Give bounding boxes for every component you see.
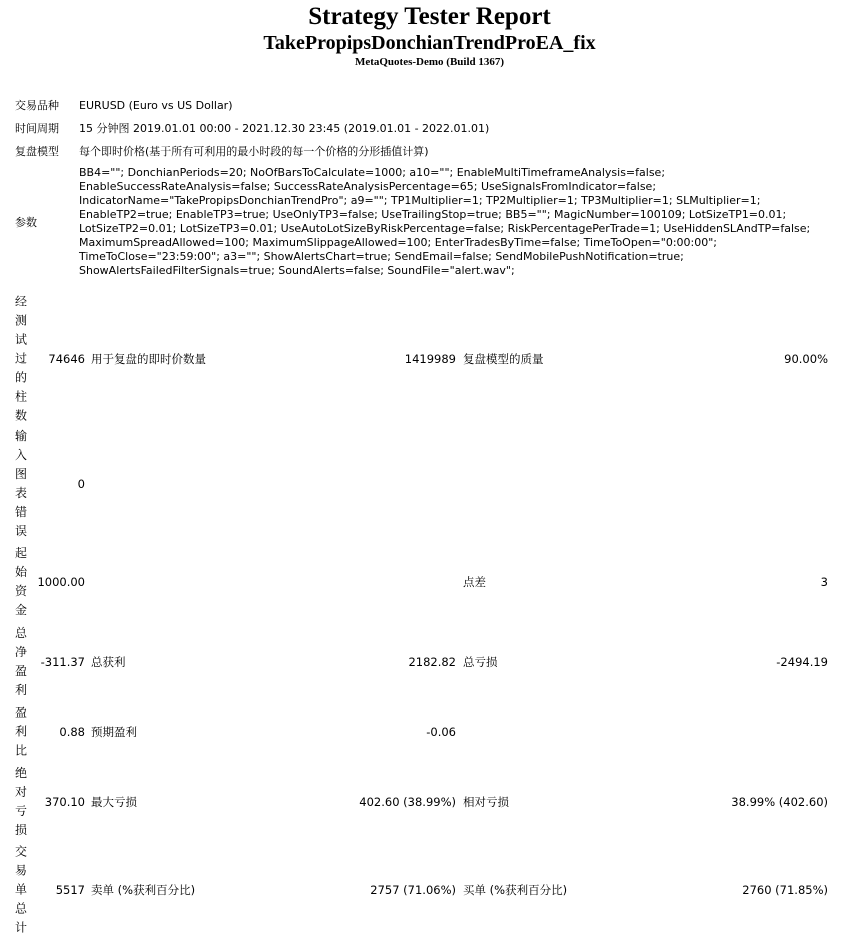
stats-row — [0, 842, 859, 938]
stat-value: -311.37 — [40, 655, 85, 669]
params-label: 参数 — [15, 215, 37, 229]
stat-label: 绝对亏损 — [15, 766, 28, 837]
stat-value3: -2494.19 — [776, 655, 828, 669]
stat-value: 370.10 — [44, 795, 85, 809]
stat-label: 盈利比 — [15, 705, 28, 758]
stat-label2: 卖单 (%获利百分比) — [91, 883, 196, 897]
stat-value2: 2182.82 — [408, 655, 456, 669]
stats-row — [0, 292, 859, 426]
model-label: 复盘模型 — [15, 145, 59, 158]
stat-value3: 3 — [820, 575, 828, 589]
stat-label: 交易单总计 — [15, 844, 28, 935]
params-row — [12, 163, 832, 281]
symbol-label: 交易品种 — [15, 99, 59, 112]
stat-value2: -0.06 — [426, 725, 456, 739]
params-line: MaximumSpreadAllowed=100; MaximumSlippageAllowed=100; EnterTradesByTime=false; TimeToOpen="0:00:00"; — [79, 236, 718, 249]
stat-value: 0.88 — [59, 725, 85, 739]
report-table — [12, 94, 832, 281]
stat-value: 74646 — [48, 352, 85, 366]
stat-label3: 复盘模型的质量 — [463, 352, 544, 366]
params-line: TimeToClose="23:59:00"; a3=""; ShowAlertsChart=true; SendEmail=false; SendMobilePushNotification=true; — [79, 250, 684, 263]
stat-label2: 总获利 — [91, 655, 126, 669]
stats-row — [0, 426, 859, 542]
stat-label: 总净盈利 — [15, 626, 28, 697]
params-line: LotSizeTP2=0.01; LotSizeTP3=0.01; UseAutoLotSizeByRiskPercentage=false; RiskPercentagePerTrade=1; UseHiddenSLAndTP=false; — [79, 222, 811, 235]
stat-value: 1000.00 — [37, 575, 85, 589]
stat-label3: 相对亏损 — [463, 795, 509, 809]
stat-label: 起始资金 — [15, 546, 28, 617]
report-title: Strategy Tester Report — [308, 3, 551, 30]
stat-value: 0 — [77, 477, 85, 491]
stats-row — [0, 762, 859, 842]
expert-name: TakePropipsDonchianTrendProEA_fix — [263, 32, 596, 54]
stat-value3: 90.00% — [784, 352, 828, 366]
stat-label: 经测试过的柱数 — [15, 294, 28, 423]
period-label: 时间周期 — [15, 122, 59, 135]
stat-value2: 402.60 (38.99%) — [359, 795, 456, 809]
symbol-value: EURUSD (Euro vs US Dollar) — [79, 99, 233, 112]
stat-value2: 2757 (71.06%) — [370, 883, 456, 897]
model-row — [12, 140, 832, 163]
symbol-row — [12, 94, 832, 117]
period-value: 15 分钟图 2019.01.01 00:00 - 2021.12.30 23:45 (2019.01.01 - 2022.01.01) — [79, 122, 490, 135]
stat-value: 5517 — [55, 883, 85, 897]
stat-value3: 38.99% (402.60) — [731, 795, 828, 809]
stats-row — [0, 702, 859, 762]
stat-label2: 用于复盘的即时价数量 — [91, 352, 206, 366]
stat-label2: 预期盈利 — [91, 725, 137, 739]
params-value — [76, 163, 832, 281]
period-row — [12, 117, 832, 140]
stat-value3: 2760 (71.85%) — [742, 883, 828, 897]
stats-row — [0, 622, 859, 702]
params-line: ShowAlertsFailedFilterSignals=true; SoundAlerts=false; SoundFile="alert.wav"; — [79, 264, 515, 277]
stat-label2: 最大亏损 — [91, 795, 137, 809]
params-line: BB4=""; DonchianPeriods=20; NoOfBarsToCalculate=1000; a10=""; EnableMultiTimeframeAnalysis=false; — [79, 166, 666, 179]
stats-row — [0, 542, 859, 622]
stat-label: 输入图表错误 — [15, 429, 28, 538]
stat-label3: 总亏损 — [463, 655, 498, 669]
stat-label3: 买单 (%获利百分比) — [463, 883, 568, 897]
report-header — [0, 0, 859, 69]
server-build: MetaQuotes-Demo (Build 1367) — [354, 56, 505, 68]
params-line: EnableTP2=true; EnableTP3=true; UseOnlyTP3=false; UseTrailingStop=true; BB5=""; MagicNumber=100109; LotSizeTP1=0.01; — [79, 208, 787, 221]
stat-value2: 1419989 — [404, 352, 456, 366]
params-line: IndicatorName="TakePropipsDonchianTrendPro"; a9=""; TP1Multiplier=1; TP2Multiplier=1; TP3Multiplier=1; SLMultiplier=1; — [79, 194, 761, 207]
model-value: 每个即时价格(基于所有可利用的最小时段的每一个价格的分形插值计算) — [79, 145, 429, 158]
stat-label3: 点差 — [463, 575, 486, 589]
params-line: EnableSuccessRateAnalysis=false; SuccessRateAnalysisPercentage=65; UseSignalsFromIndicator=false; — [79, 180, 657, 193]
